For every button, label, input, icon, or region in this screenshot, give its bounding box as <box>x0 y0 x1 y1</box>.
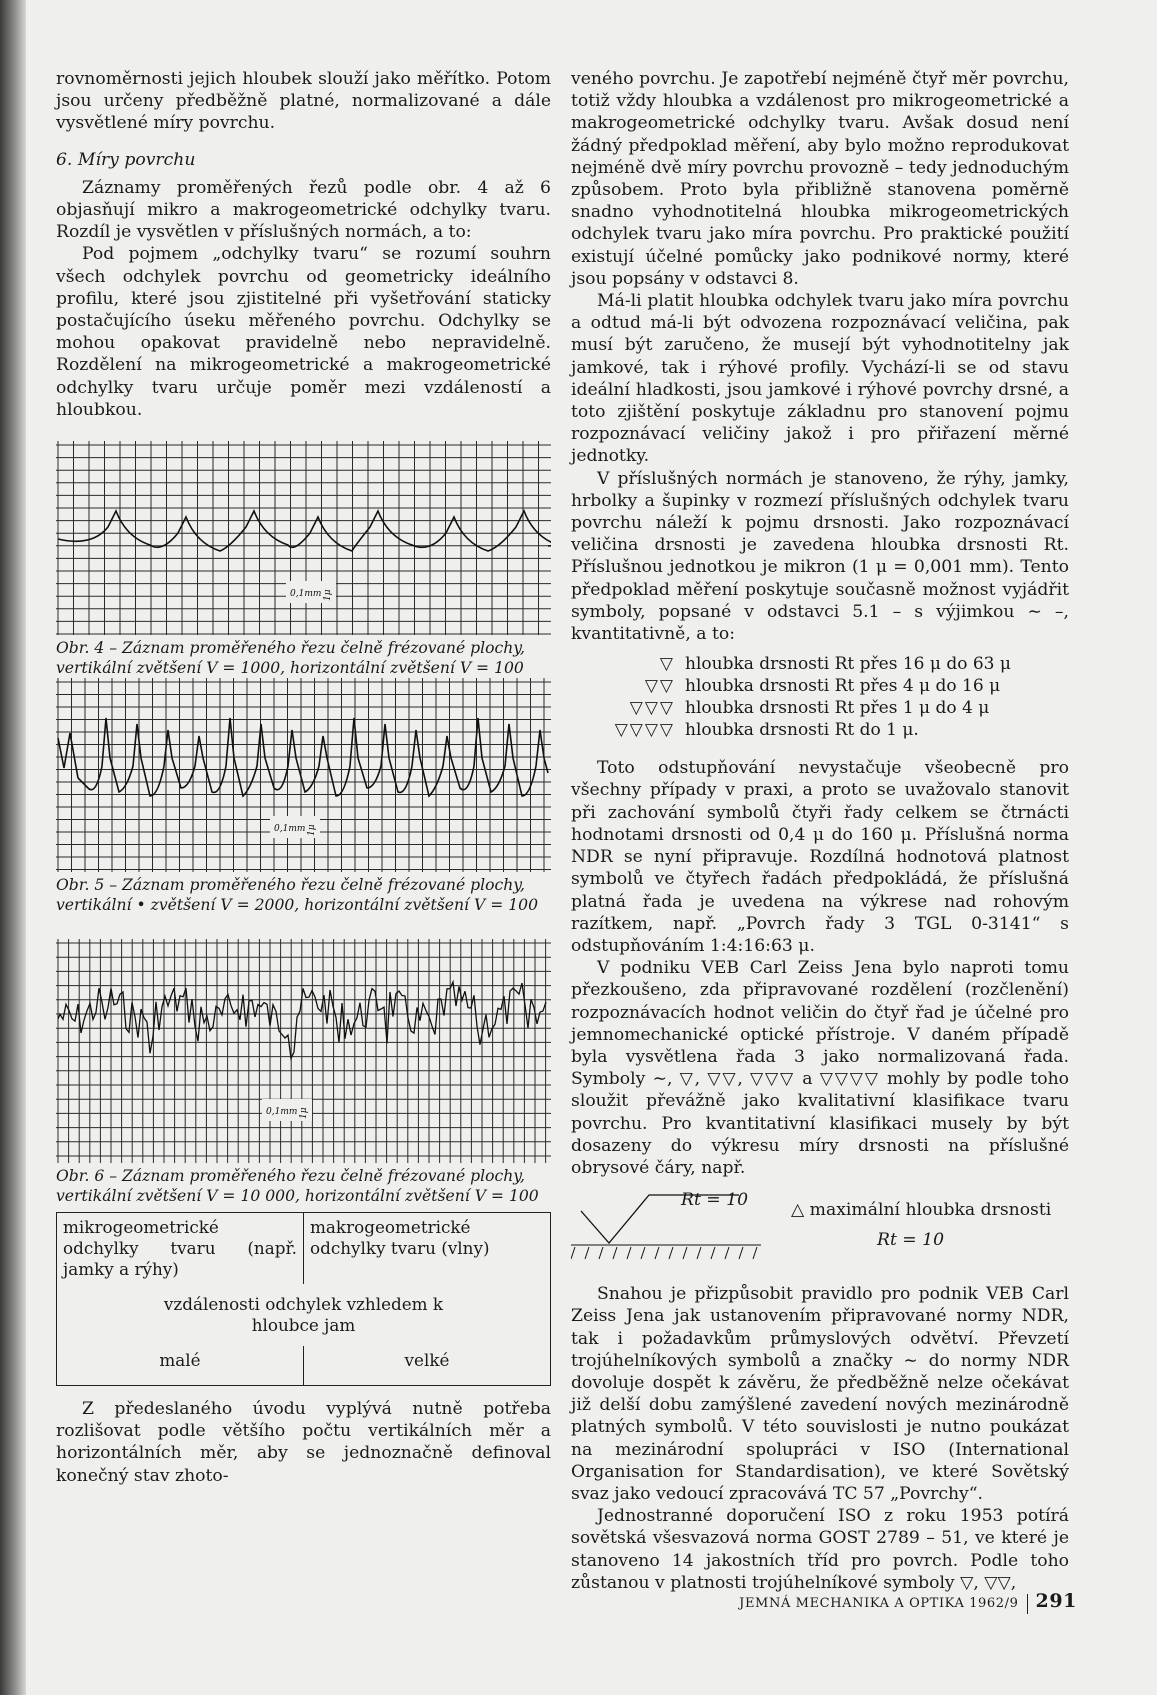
scale-label: 1μ <box>307 824 317 837</box>
symbol-row <box>571 653 1069 675</box>
triangle-symbol: ▽▽ <box>644 676 675 697</box>
paragraph: V podniku VEB Carl Zeiss Jena bylo naproti tomu přezkoušeno, zda připravované rozdělení (rozčlenění) rozpoznávacích hodnot veličin do čtyř řad je účelné pro jemnomechanické optické přístroje. V daném případě byla vysvětlena řada 3 jako normalizovaná řada. Symboly ∼, ▽, ▽▽, ▽▽▽ a ▽▽▽▽ mohly by podle toho sloužit převážně jako kvalitativní klasifikace tvaru povrchu. Pro kvantitativní klasifikaci musely by být dosazeny do výkresu míry drsnosti na příslušné obrysové čáry, např. <box>571 958 1069 1178</box>
right-column <box>571 68 1069 1594</box>
paragraph: Snahou je přizpůsobit pravidlo pro podnik VEB Carl Zeiss Jena jak ustanovením připravované normy NDR, tak i požadavkům průmyslových odvětví. Převzetí trojúhelníkových symbolů a značky ∼ do normy NDR dovoluje dospět k závěru, že předběžně nelze očekávat již delší dobu zamýšlené zavedení nových mezinárodně platných symbolů. V této souvislosti je nutno poukázat na mezinárodní spolupráci v ISO (International Organisation for Standardisation), ve které Sovětský svaz jako vedoucí zpracovává TC 57 „Povrchy“. <box>571 1284 1069 1504</box>
page-number: 291 <box>1035 1590 1077 1612</box>
surface-symbol-example <box>571 1189 1069 1275</box>
figure-4 <box>56 441 551 639</box>
cell-macro: makrogeometrické odchylky tvaru (vlny) <box>310 1217 490 1259</box>
scale-mark <box>270 816 320 838</box>
rt-label: Rt = 10 <box>681 1190 749 1211</box>
symbol-list <box>571 653 1069 741</box>
paragraph: Jednostranné doporučení ISO z roku 1953 potírá sovětská všesvazová norma GOST 2789 – 51, ve které je stanoveno 14 jakostních tříd pro povrch. Podle toho zůstanou v platnosti trojúhelníkové symboly ▽, ▽▽, <box>571 1506 1069 1593</box>
profile-chart-fig6 <box>56 939 551 1167</box>
scale-label: 0,1mm <box>290 589 322 600</box>
profile-chart-fig4 <box>56 441 551 639</box>
paragraph: Z předeslaného úvodu vyplývá nutně potřeba rozlišovat podle většího počtu vertikálních měr a horizontálních měr, aby se jednoznačně definoval konečný stav zhoto- <box>56 1399 551 1486</box>
symbol-text: hloubka drsnosti Rt přes 1 μ do 4 μ <box>685 698 990 719</box>
figure-caption: Obr. 5 – Záznam proměřeného řezu čelně frézované plochy, vertikální • zvětšení V = 2000, horizontální zvětšení V = 100 <box>56 876 538 914</box>
cell-middle: vzdálenosti odchylek vzhledem k hloubce jam <box>163 1294 444 1336</box>
rt-label-2: Rt = 10 <box>877 1230 945 1251</box>
cell-small: malé <box>57 1346 304 1386</box>
scale-mark <box>262 1099 312 1121</box>
paragraph: Toto odstupňování nevystačuje všeobecně pro všechny případy v praxi, a proto se uvažovalo stanovit při zachování symbolů čtyři řady celkem se čtrnácti hodnotami drsnosti od 0,4 μ do 160 μ. Příslušná norma NDR se nyní připravuje. Rozdílná hodnotová platnost symbolů ve čtyřech řadách předpokládá, že příslušná platná řada je uvedena na výkrese nad rohovým razítkem, např. „Povrch řady 3 TGL 0-3141“ s odstupňováním 1:4:16:63 μ. <box>571 758 1069 956</box>
journal-name: JEMNÁ MECHANIKA A OPTIKA 1962/9 <box>739 1596 1019 1611</box>
section-heading: 6. Míry povrchu <box>56 149 196 170</box>
cell-large: velké <box>404 1350 450 1371</box>
profile-chart-fig5 <box>56 678 551 876</box>
paragraph: V příslušných normách je stanoveno, že rýhy, jamky, hrbolky a šupinky v rozmezí příslušných odchylek tvaru povrchu náleží k pojmu drsnosti. Jako rozpoznávací veličina drsnosti je zavedena hloubka drsnosti Rt. Příslušnou jednotkou je mikron (1 μ = 0,001 mm). Tento předpoklad měření poskytuje současně možnost vyjádřit symboly, popsané v odstavci 5.1 – s výjimkou ∼ –, kvantitativně, a to: <box>571 468 1069 645</box>
paragraph: Má-li platit hloubka odchylek tvaru jako míra povrchu a odtud má-li být odvozena rozpoznávací veličina, pak musí být zaručeno, že musejí být vyhodnotitelny jak jamkové, tak i rýhové profily. Vychází-li se od stavu ideální hladkosti, jsou jamkové i rýhové povrchy drsné, a toto zjištění poskytuje základnu pro stanovení pojmu rozpoznávací veličiny jakož i pro přiřazení měrné jednotky. <box>571 291 1069 467</box>
symbol-row <box>571 697 1069 719</box>
page-spine-shadow <box>0 0 26 1695</box>
scale-mark <box>286 581 336 603</box>
paragraph: veného povrchu. Je zapotřebí nejméně čtyř měr povrchu, totiž vždy hloubka a vzdálenost pro mikrogeometrické a makrogeometrické odchylky tvaru. Avšak dosud není žádný předpoklad měření, aby bylo možno reprodukovat nejméně dvě míry povrchu provozně – tedy jednoduchým způsobem. Proto byla přibližně stanovena poměrně snadno vyhodnotitelná hloubka mikrogeometrických odchylek tvaru jako míra povrchu. Pro praktické použití existují účelné pomůcky jako podnikové normy, které jsou popsány v odstavci 8. <box>571 69 1069 289</box>
max-depth-label: △ maximální hloubka drsnosti <box>791 1200 1052 1221</box>
scale-label: 1μ <box>323 589 333 602</box>
cell-micro: mikrogeometrické odchylky tvaru (např. jamky a rýhy) <box>57 1213 304 1285</box>
symbol-row <box>571 675 1069 697</box>
paragraph: Pod pojmem „odchylky tvaru“ se rozumí souhrn všech odchylek povrchu od geometricky ideálního profilu, které jsou zjistitelné při vyšetřování staticky postačujícího úseku měřeného povrchu. Odchylky se mohou opakovat pravidelně nebo nepravidelně. Rozdělení na mikrogeometrické a makrogeometrické odchylky tvaru určuje poměr mezi vzdáleností a hloubkou. <box>56 244 551 420</box>
deviation-table <box>56 1212 551 1386</box>
triangle-symbol: ▽▽▽ <box>629 698 675 719</box>
scale-label: 0,1mm <box>274 824 306 835</box>
page-footer <box>739 1590 1077 1614</box>
figure-caption: Obr. 4 – Záznam proměřeného řezu čelně frézované plochy, vertikální zvětšení V = 1000, horizontální zvětšení V = 100 <box>56 639 525 677</box>
left-column <box>56 68 551 1487</box>
symbol-text: hloubka drsnosti Rt do 1 μ. <box>685 720 919 741</box>
scale-label: 1μ <box>299 1107 309 1120</box>
paragraph: Záznamy proměřených řezů podle obr. 4 až 6 objasňují mikro a makrogeometrické odchylky tvaru. Rozdíl je vysvětlen v příslušných normách, a to: <box>56 177 551 243</box>
profile-trace <box>58 511 551 551</box>
scale-label: 0,1mm <box>266 1107 298 1118</box>
symbol-row <box>571 719 1069 741</box>
symbol-text: hloubka drsnosti Rt přes 16 μ do 63 μ <box>685 654 1011 675</box>
triangle-symbol: ▽ <box>659 654 675 675</box>
figure-5 <box>56 678 551 876</box>
figure-caption: Obr. 6 – Záznam proměřeného řezu čelně frézované plochy, vertikální zvětšení V = 10 000, horizontální zvětšení V = 100 <box>56 1167 539 1205</box>
grid <box>56 939 551 1163</box>
symbol-text: hloubka drsnosti Rt přes 4 μ do 16 μ <box>685 676 1001 697</box>
grid <box>56 441 551 635</box>
intro-paragraph: rovnoměrnosti jejich hloubek slouží jako měřítko. Potom jsou určeny předběžně platné, normalizované a dále vysvětlené míry povrchu. <box>56 69 551 134</box>
figure-6 <box>56 939 551 1167</box>
triangle-symbol: ▽▽▽▽ <box>614 720 675 741</box>
